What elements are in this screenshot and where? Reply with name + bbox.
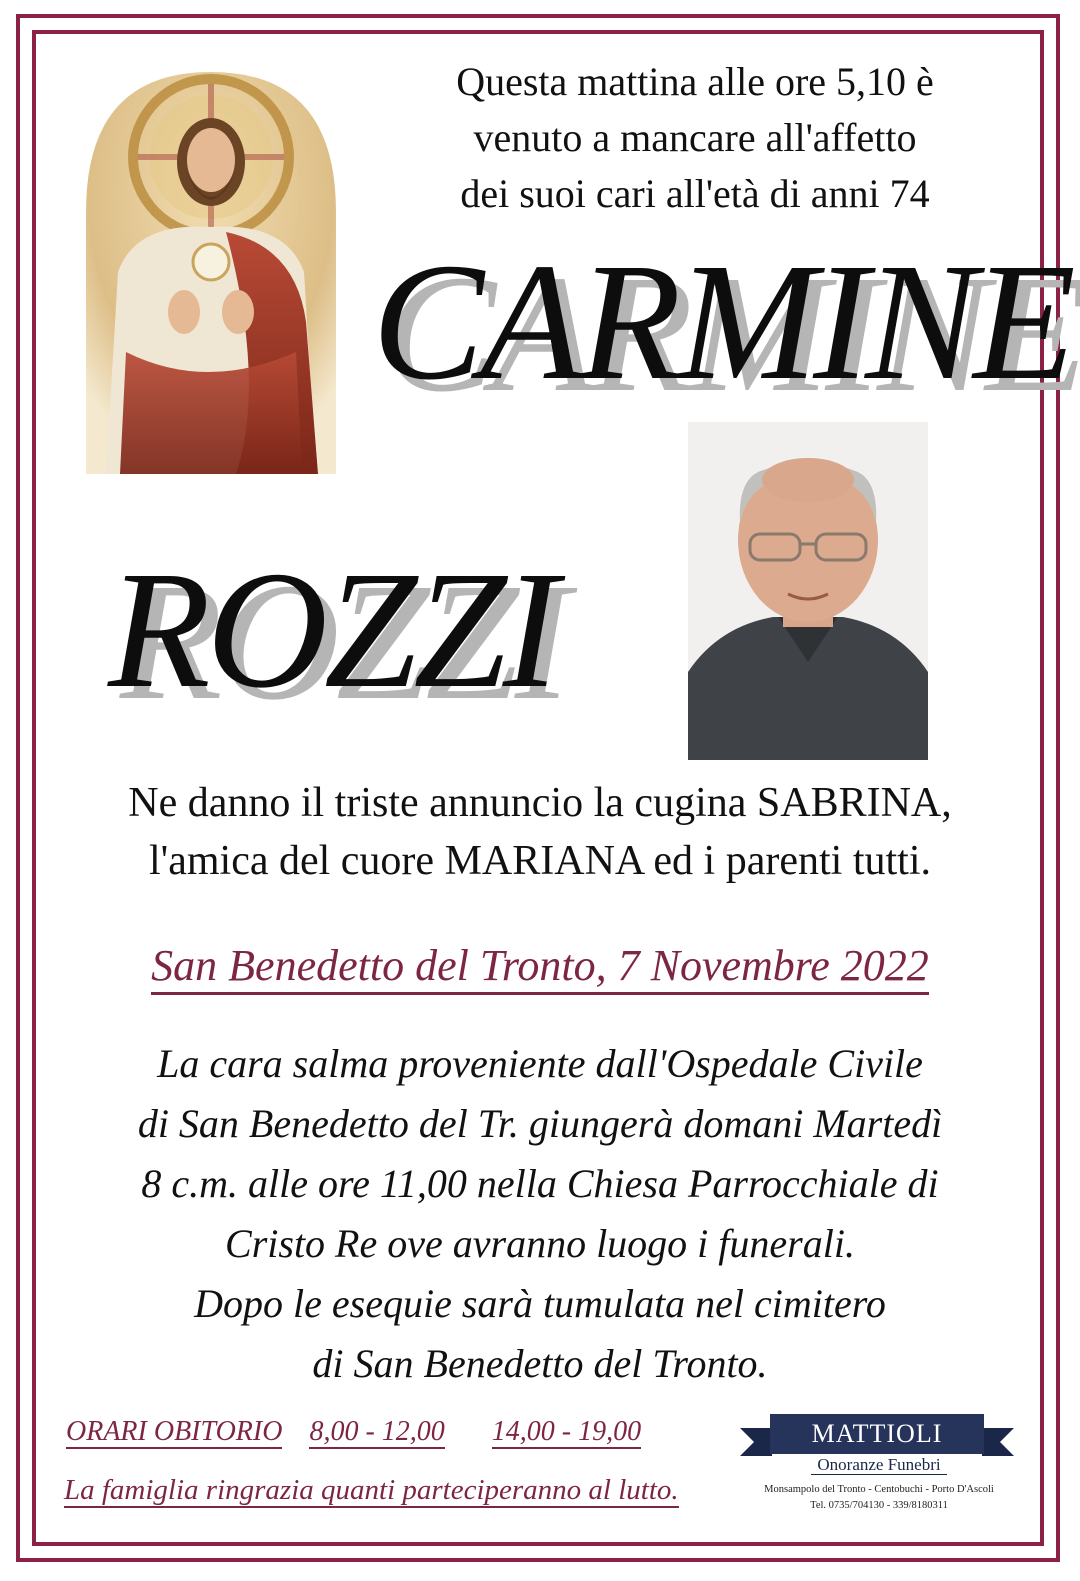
family-thanks-text: La famiglia ringrazia quanti parteciperanno al lutto. bbox=[64, 1474, 679, 1506]
deceased-last-name: ROZZI bbox=[108, 537, 555, 723]
ribbon-left-tail bbox=[740, 1428, 772, 1456]
funeral-home-phones: Tel. 0735/704130 - 339/8180311 bbox=[810, 1500, 948, 1511]
morgue-hours-morning: 8,00 - 12,00 bbox=[309, 1416, 445, 1447]
announcement-line: l'amica del cuore MARIANA ed i parenti tutti. bbox=[148, 838, 932, 884]
detail-line: La cara salma proveniente dall'Ospedale Civile bbox=[157, 1041, 923, 1086]
morgue-hours bbox=[66, 1410, 726, 1454]
morgue-hours-label: ORARI OBITORIO bbox=[66, 1416, 283, 1447]
sacred-heart-image bbox=[66, 62, 356, 474]
funeral-home-name: MATTIOLI bbox=[770, 1414, 984, 1454]
funeral-details bbox=[40, 1034, 1040, 1394]
intro-text bbox=[380, 54, 1010, 222]
detail-line: Dopo le esequie sarà tumulata nel cimitero bbox=[194, 1281, 886, 1326]
announcement-line: Ne danno il triste annuncio la cugina SABRINA, bbox=[128, 780, 952, 826]
announcement-text bbox=[40, 774, 1040, 890]
deceased-first-name: CARMINE bbox=[372, 229, 1072, 415]
deceased-portrait-photo bbox=[688, 422, 928, 760]
funeral-home-locations: Monsampolo del Tronto - Centobuchi - Porto D'Ascoli bbox=[764, 1484, 994, 1495]
intro-line: Questa mattina alle ore 5,10 è bbox=[456, 59, 934, 104]
funeral-home-subtitle: Onoranze Funebri bbox=[811, 1455, 946, 1475]
funeral-home-logo bbox=[734, 1412, 1024, 1522]
place-and-date bbox=[60, 936, 1020, 996]
ribbon-right-tail bbox=[982, 1428, 1014, 1456]
detail-line: Cristo Re ove avranno luogo i funerali. bbox=[225, 1221, 855, 1266]
intro-line: dei suoi cari all'età di anni 74 bbox=[460, 171, 930, 216]
morgue-hours-afternoon: 14,00 - 19,00 bbox=[491, 1416, 642, 1447]
detail-line: di San Benedetto del Tronto. bbox=[312, 1341, 768, 1386]
detail-line: 8 c.m. alle ore 11,00 nella Chiesa Parrocchiale di bbox=[141, 1161, 939, 1206]
detail-line: di San Benedetto del Tr. giungerà domani Martedì bbox=[137, 1101, 943, 1146]
funeral-home-subtitle-wrap bbox=[734, 1454, 1024, 1476]
intro-line: venuto a mancare all'affetto bbox=[473, 115, 917, 160]
family-thanks bbox=[64, 1468, 744, 1512]
place-date-text: San Benedetto del Tronto, 7 Novembre 2022 bbox=[151, 941, 929, 995]
